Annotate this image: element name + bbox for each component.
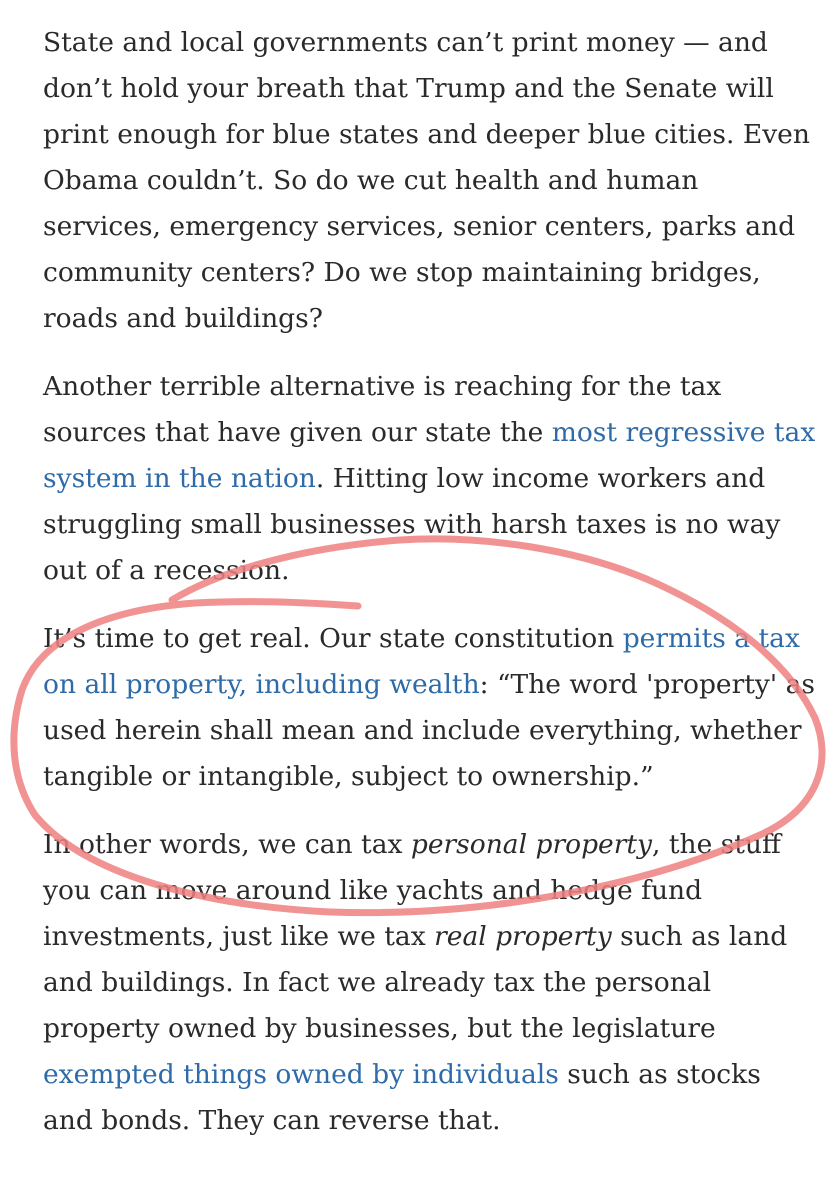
paragraph-4-text-1: In other words, we can tax — [43, 829, 411, 860]
real-property-emphasis: real property — [434, 921, 612, 952]
paragraph-2 — [43, 364, 818, 594]
paragraph-4 — [43, 822, 818, 1144]
exempted-things-link[interactable]: exempted things owned by individuals — [43, 1059, 559, 1090]
paragraph-1-text: State and local governments can’t print money — and don’t hold your breath that Trump and the Senate will print enough for blue states and deeper blue cities. Even Obama couldn’t. So do we cut health and human services, emergency services, senior centers, parks and community centers? Do we stop maintaining bridges, roads and buildings? — [43, 27, 810, 334]
paragraph-4-text-4: such as stocks and bonds. They can reverse that. — [43, 1059, 761, 1136]
regressive-tax-link[interactable]: most regressive tax system in the nation — [43, 417, 816, 494]
paragraph-2-text-after: . Hitting low income workers and struggling small businesses with harsh taxes is no way out of a recession. — [43, 463, 781, 586]
property-tax-link[interactable]: permits a tax on all property, including wealth — [43, 623, 800, 700]
paragraph-4-text-3: such as land and buildings. In fact we already tax the personal property owned by businesses, but the legislature — [43, 921, 788, 1044]
paragraph-2-text-before: Another terrible alternative is reaching for the tax sources that have given our state the — [43, 371, 722, 448]
paragraph-1 — [43, 20, 818, 342]
paragraph-3 — [43, 616, 818, 800]
paragraph-3-text-before: It’s time to get real. Our state constitution — [43, 623, 623, 654]
paragraph-4-text-2: , the stuff you can move around like yachts and hedge fund investments, just like we tax — [43, 829, 781, 952]
personal-property-emphasis: personal property — [410, 829, 653, 860]
article-body — [43, 20, 818, 1166]
paragraph-3-text-after: : “The word 'property' as used herein shall mean and include everything, whether tangible or intangible, subject to ownership.” — [43, 669, 816, 792]
